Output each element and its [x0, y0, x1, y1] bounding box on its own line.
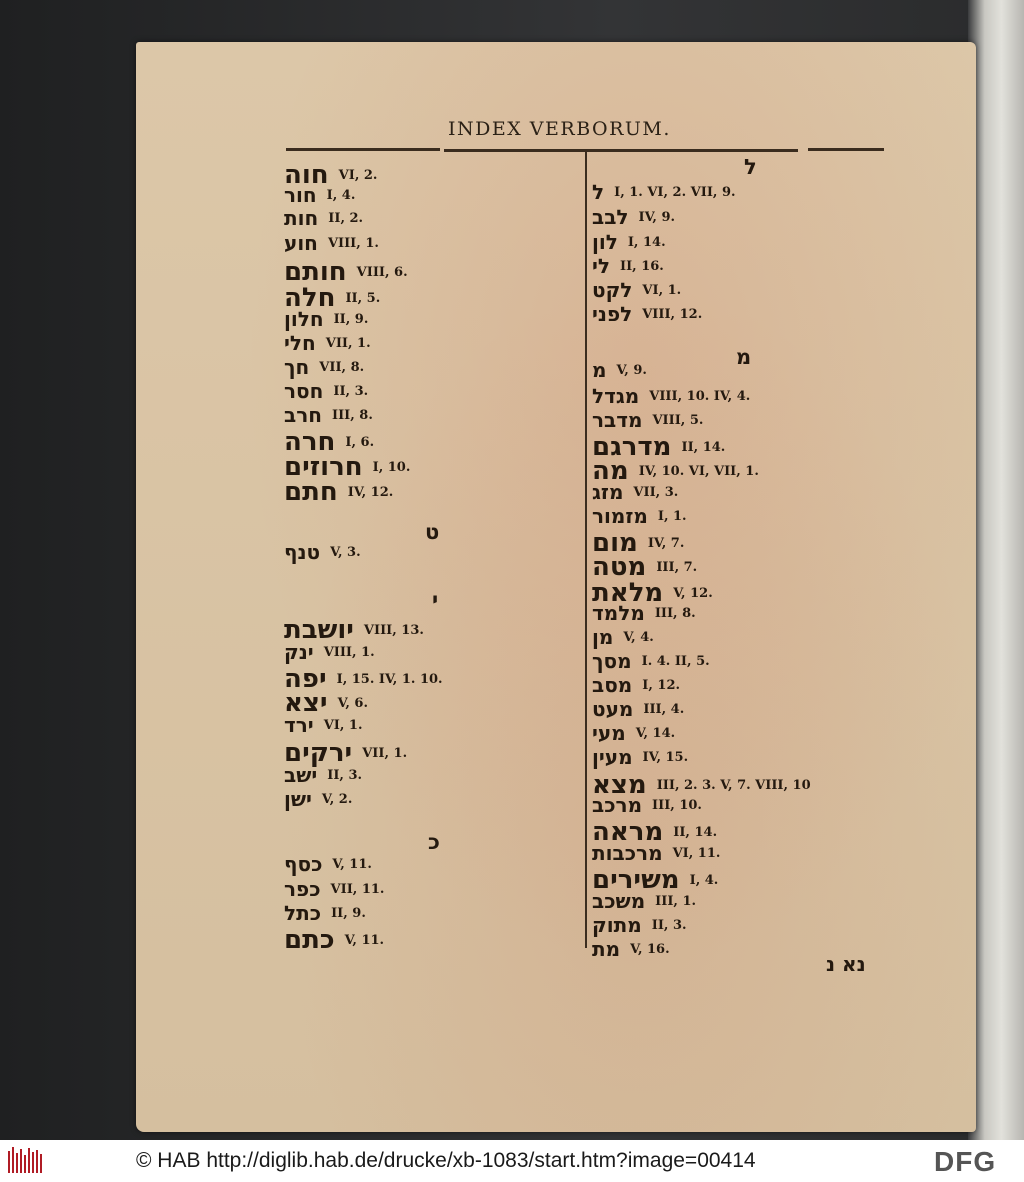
index-entry [592, 408, 703, 432]
index-entry [284, 206, 363, 230]
verse-reference: V, 11. [332, 856, 372, 872]
index-entry [592, 625, 654, 649]
index-entry [284, 379, 368, 403]
hebrew-word: מטה [592, 552, 647, 582]
index-entry [592, 841, 720, 865]
verse-reference: II, 16. [620, 258, 664, 274]
index-entry [284, 403, 373, 427]
dfg-logo: DFG [934, 1146, 997, 1177]
verse-reference: III, 7. [656, 559, 698, 575]
verse-reference: IV, 12. [347, 484, 394, 500]
verse-reference: VI, 1. [642, 282, 682, 298]
verse-reference: V, 12. [673, 585, 713, 601]
verse-reference: VIII, 1. [327, 235, 379, 251]
hebrew-word: ינק [284, 640, 314, 664]
hebrew-word: לקט [592, 278, 633, 302]
index-entry [592, 649, 710, 673]
verse-reference: V, 11. [344, 932, 385, 948]
hebrew-word: כפר [284, 877, 321, 901]
hebrew-word: מסך [592, 649, 632, 673]
verse-reference: II, 2. [328, 210, 364, 226]
hebrew-word: מום [592, 528, 638, 558]
index-entry [592, 673, 680, 697]
catchword: נא נ [826, 952, 866, 976]
verse-reference: II, 14. [673, 824, 718, 840]
verse-reference: I, 15. IV, 1. 10. [336, 671, 443, 687]
index-entry [284, 877, 384, 901]
hebrew-word: מצא [592, 770, 647, 800]
section-letter-mem: מ [736, 345, 752, 369]
hebrew-word: משירים [592, 865, 680, 895]
hebrew-word: חלה [284, 283, 336, 313]
copyright-url-text[interactable]: © HAB http://diglib.hab.de/drucke/xb-1083/start.htm?image=00414 [136, 1149, 756, 1172]
index-entry [592, 504, 687, 528]
index-entry [592, 254, 664, 278]
verse-reference: IV, 15. [642, 749, 689, 765]
verse-reference: VIII, 10. IV, 4. [649, 388, 751, 404]
verse-reference: I, 4. [326, 187, 356, 203]
verse-reference: I. 4. II, 5. [641, 653, 710, 669]
index-entry [592, 302, 702, 326]
hebrew-word: מת [592, 937, 621, 961]
verse-reference: III, 4. [643, 701, 685, 717]
index-entry [592, 721, 675, 745]
verse-reference: V, 4. [623, 629, 654, 645]
hebrew-word: מלמד [592, 601, 645, 625]
verse-reference: V, 3. [330, 544, 361, 560]
verse-reference: III, 10. [652, 797, 702, 813]
column-divider [585, 152, 587, 948]
verse-reference: I, 12. [642, 677, 681, 693]
hebrew-word: מגדל [592, 384, 640, 408]
index-entry [284, 640, 375, 664]
verse-reference: II, 3. [333, 383, 369, 399]
verse-reference: II, 14. [681, 439, 726, 455]
index-entry [284, 763, 362, 787]
hebrew-word: ישן [284, 787, 312, 811]
hebrew-word: לון [592, 230, 618, 254]
index-entry [284, 231, 379, 255]
verse-reference: II, 5. [345, 290, 381, 306]
section-letter-yod: י [432, 588, 439, 612]
hebrew-word: לי [592, 254, 610, 278]
verse-reference: VI, 11. [672, 845, 721, 861]
verse-reference: I, 1. VI, 2. VII, 9. [614, 184, 736, 200]
hebrew-word: מן [592, 625, 614, 649]
index-entry [592, 913, 687, 937]
hebrew-word: חות [284, 206, 319, 230]
hebrew-word: מזמור [592, 504, 648, 528]
verse-reference: I, 4. [689, 872, 719, 888]
verse-reference: IV, 10. VI, VII, 1. [638, 463, 759, 479]
hebrew-word: חוע [284, 231, 318, 255]
hebrew-word: יצא [284, 688, 328, 718]
hebrew-word: מעי [592, 721, 626, 745]
index-entry [592, 937, 670, 961]
verse-reference: I, 10. [372, 459, 411, 475]
head-rule-left [286, 148, 440, 151]
hebrew-word: ירד [284, 713, 314, 737]
verse-reference: VI, 2. [338, 167, 378, 183]
index-entry [592, 480, 678, 504]
index-entry [592, 889, 696, 913]
index-entry [284, 787, 352, 811]
verse-reference: I, 14. [627, 234, 666, 250]
hebrew-word: חתם [284, 477, 338, 507]
index-entry [592, 793, 702, 817]
index-entry [284, 713, 362, 737]
verse-reference: V, 9. [616, 362, 647, 378]
verse-reference: VIII, 5. [652, 412, 704, 428]
index-entry [284, 901, 366, 925]
hebrew-word: מלאת [592, 578, 664, 608]
hebrew-word: חרוזים [284, 452, 363, 482]
hebrew-word: חרב [284, 403, 322, 427]
index-entry [284, 852, 372, 876]
verse-reference: VII, 3. [633, 484, 679, 500]
hebrew-word: משכב [592, 889, 646, 913]
verse-reference: VII, 1. [362, 745, 408, 761]
hebrew-word: מעט [592, 697, 634, 721]
hebrew-word: מעין [592, 745, 633, 769]
hebrew-word: יפה [284, 664, 327, 694]
index-entry [284, 307, 368, 331]
verse-reference: III, 8. [654, 605, 696, 621]
hebrew-word: יושבת [284, 615, 354, 645]
index-entry [592, 358, 647, 382]
verse-reference: II, 9. [333, 311, 369, 327]
verse-reference: I, 1. [657, 508, 687, 524]
verse-reference: VII, 11. [330, 881, 385, 897]
hebrew-word: חותם [284, 257, 347, 287]
hebrew-word: מתוק [592, 913, 642, 937]
verse-reference: IV, 9. [638, 209, 676, 225]
hebrew-word: כתל [284, 901, 322, 925]
hebrew-word: מדבר [592, 408, 643, 432]
verse-reference: VII, 1. [325, 335, 371, 351]
verse-reference: VIII, 1. [323, 644, 375, 660]
hebrew-word: טנף [284, 540, 321, 564]
hebrew-word: מדרגם [592, 432, 672, 462]
index-entry [284, 540, 361, 564]
hebrew-word: חך [284, 355, 310, 379]
hebrew-word: חור [284, 183, 317, 207]
verse-reference: VI, 1. [323, 717, 363, 733]
index-entry [592, 205, 675, 229]
hebrew-word: לפני [592, 302, 633, 326]
hebrew-word: כסף [284, 852, 323, 876]
head-rule-right [808, 148, 884, 151]
verse-reference: V, 14. [635, 725, 676, 741]
index-entry [284, 331, 371, 355]
viewer-footer [0, 1140, 1024, 1182]
index-entry [592, 601, 696, 625]
verse-reference: II, 9. [331, 905, 366, 921]
index-entry [592, 180, 736, 204]
hebrew-word: מ [592, 358, 607, 382]
hebrew-word: ישב [284, 763, 318, 787]
hebrew-word: לבב [592, 205, 629, 229]
hebrew-word: מרכב [592, 793, 643, 817]
hebrew-word: ירקים [284, 738, 353, 768]
verse-reference: II, 3. [651, 917, 687, 933]
hebrew-word: חרה [284, 427, 336, 457]
index-entry [592, 230, 666, 254]
verse-reference: III, 2. 3. V, 7. VIII, 10 [656, 777, 811, 793]
hebrew-word: מזג [592, 480, 624, 504]
verse-reference: VII, 8. [319, 359, 365, 375]
index-entry [592, 278, 681, 302]
verse-reference: VIII, 12. [642, 306, 703, 322]
verse-reference: V, 16. [630, 941, 670, 957]
adjacent-page-edge [968, 0, 1024, 1140]
index-entry [592, 384, 750, 408]
section-letter-tet: ט [425, 520, 440, 544]
verse-reference: V, 2. [321, 791, 353, 807]
hebrew-word: חלי [284, 331, 316, 355]
verse-reference: V, 6. [337, 695, 368, 711]
hebrew-word: חוה [284, 160, 329, 190]
hebrew-word: מרכבות [592, 841, 663, 865]
verse-reference: I, 6. [345, 434, 375, 450]
verse-reference: II, 3. [327, 767, 363, 783]
verse-reference: VIII, 6. [356, 264, 408, 280]
index-entry [592, 697, 684, 721]
index-entry [284, 183, 355, 207]
index-entry [284, 925, 384, 955]
hebrew-word: מה [592, 456, 629, 486]
head-rule-center [444, 149, 798, 152]
verse-reference: III, 8. [331, 407, 373, 423]
index-entry [284, 477, 393, 507]
verse-reference: III, 1. [655, 893, 697, 909]
verse-reference: IV, 7. [647, 535, 685, 551]
section-letter-kaf: כ [428, 830, 440, 854]
hebrew-word: מסב [592, 673, 633, 697]
section-letter-lamed: ל [744, 155, 757, 179]
verse-reference: VIII, 13. [363, 622, 424, 638]
index-entry [592, 745, 688, 769]
hab-barcode-logo-icon [6, 1145, 46, 1177]
running-head: INDEX VERBORUM. [448, 118, 671, 140]
hebrew-word: חלון [284, 307, 324, 331]
hebrew-word: כתם [284, 925, 335, 955]
hebrew-word: מראה [592, 817, 664, 847]
index-entry [284, 355, 364, 379]
hebrew-word: חסר [284, 379, 324, 403]
hebrew-word: ל [592, 180, 605, 204]
